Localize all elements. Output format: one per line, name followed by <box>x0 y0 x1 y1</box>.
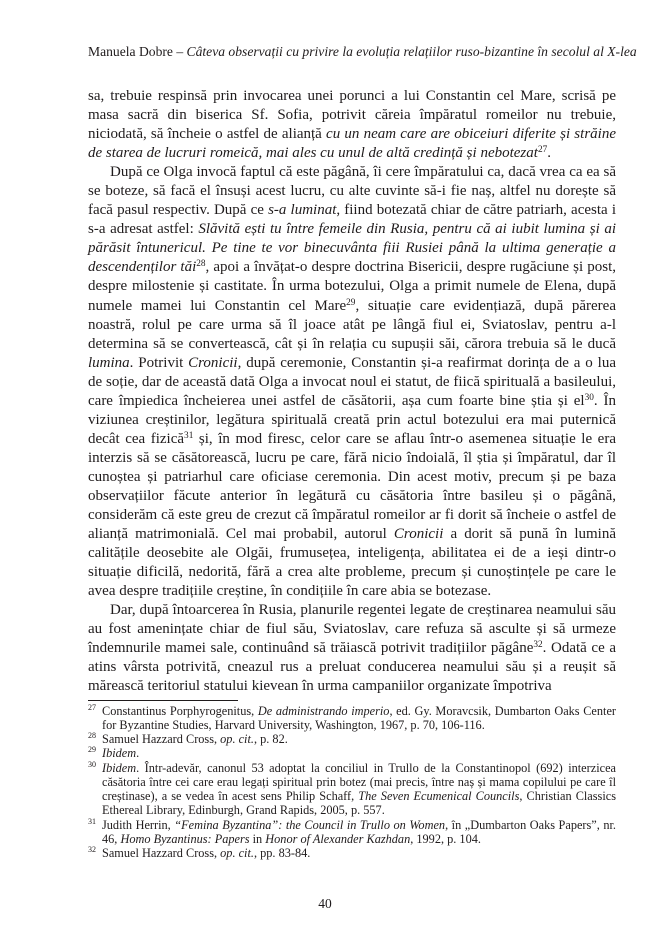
footnote-run: , p. 82. <box>253 732 288 746</box>
footnote <box>88 704 616 733</box>
footnote-number: 32 <box>88 845 96 854</box>
emphasis-text: s-a luminat <box>268 202 337 219</box>
footnote-run: in <box>249 831 266 846</box>
body-text: și, în mod firesc, celor care se aflau într-o asemenea situație le era interzis să se căsătorească, lucru pe care, fără nicio îndoială, îl știa și împăratul, dar îl cunoștea și patriarhul care oficiase ceremonia. Din acest motiv, precum și pe baza observațiilor făcute anterior în legătură cu căsătoria între basileu și o păgână, considerăm că este greu de crezut că împăratul romeilor ar fi dorit să încheie o astfel de alianță matrimonială. Cel mai probabil, autorul <box>88 430 616 543</box>
footnote <box>88 846 616 860</box>
body-text: . Potrivit <box>129 354 189 371</box>
footnote-number: 31 <box>88 816 96 826</box>
footnote-text <box>102 761 616 818</box>
footnote-number: 29 <box>88 745 96 755</box>
footnote-ref: 31 <box>184 430 194 441</box>
body-text: sa, trebuie respinsă prin invocarea unei porunci a lui Constantin cel Mare, scrisă pe masa sacră din biserica Sf. Sofia, potrivit căreia împăratul romeilor nu trebuie, niciodată, să încheie o astfel de alianță <box>88 88 616 143</box>
footnote-text <box>102 746 616 760</box>
footnote-emphasis: The Seven Ecumenical Councils <box>358 789 520 803</box>
footnote-run: Constantinus Porphyrogenitus, <box>102 703 258 718</box>
footnote-text <box>102 704 616 733</box>
body-text: După ce Olga invocă faptul că este păgână, îi cere împăratului ca, dacă vrea ca ea să se boteze, să facă el însuși acest lucru, cu alte cuvinte să-i fie naș, altfel nu dorește să facă pasul respectiv. După ce <box>88 164 616 219</box>
paragraph <box>88 87 616 163</box>
footnote-ref: 29 <box>346 297 356 308</box>
footnote-number: 27 <box>88 702 96 712</box>
running-header <box>88 43 637 61</box>
footnote-text <box>102 846 616 860</box>
footnote-text <box>102 732 616 746</box>
header-separator: – <box>172 44 187 59</box>
body-text: . Odată ce a atins vârsta potrivită, cneazul rus a preluat conducerea neamului său și a reușit să mărească teritoriul statului kievean în urma campaniilor organizate împotriva <box>88 640 616 695</box>
emphasis-text: lumina <box>88 354 130 371</box>
body-text: . În viziunea creștinilor, legătura spirituală creată prin actul botezului era mai puternică decât cea fizică <box>88 392 616 447</box>
footnote-emphasis: De administrando imperio <box>257 703 390 718</box>
article-body <box>88 87 616 860</box>
footnote-emphasis: Homo Byzantinus: Papers <box>120 831 250 846</box>
body-text: , fiind botezată chiar de către patriarh, acesta i s-a adresat astfel: <box>88 202 617 238</box>
body-text: a dorit să pună în lumină calitățile deosebite ale Olgăi, frumusețea, inteligența, abilitatea ei de a ieși dintr-o situație dificilă, nedorită, fără a crea alte probleme, precum și cunoștințele pe care le avea despre tradițiile creștine, în condițiile în care abia se botezase. <box>88 526 617 600</box>
footnote-separator <box>88 700 238 701</box>
header-author: Manuela Dobre <box>88 44 173 59</box>
emphasis-text: Cronicii <box>393 526 444 543</box>
footnote-run: , ed. Gy. Moravcsik, Dumbarton Oaks Center for Byzantine Studies, Harvard University, Washington, 1967, p. 70, 106-116. <box>102 703 617 732</box>
paragraph <box>88 601 616 696</box>
footnote-number: 30 <box>88 759 96 769</box>
footnote-emphasis: “Femina Byzantina”: the Council in Trullo on Women <box>174 817 446 832</box>
body-text: Dar, după întoarcerea în Rusia, planurile regentei legate de creștinarea neamului său au fost amenințate chiar de fiul său, Sviatoslav, care refuza să asculte și să urmeze îndemnurile mamei sale, continuând să trăiască potrivit tradițiilor păgâne <box>88 602 616 657</box>
header-article-title: Câteva observații cu privire la evoluția relațiilor ruso-bizantine în secolul al X-lea <box>186 44 637 59</box>
footnote-run: . <box>136 746 140 761</box>
page-number: 40 <box>318 896 332 911</box>
footnote-ref: 30 <box>584 392 594 403</box>
footnote <box>88 761 616 818</box>
footnote-emphasis: Ibidem <box>102 760 137 775</box>
footnote-run: Samuel Hazzard Cross, <box>102 846 221 860</box>
body-text: , apoi a învățat-o despre doctrina Bisericii, despre rugăciune și post, despre milostenie și castitate. În urma botezului, Olga a primit numele de Elena, după numele mamei lui Constantin cel Mare <box>88 259 616 314</box>
emphasis-text: Cronicii <box>188 354 238 371</box>
footnote-emphasis: op. cit. <box>220 846 254 860</box>
emphasis-text: Slăvită ești tu între femeile din Rusia, pentru că ai iubit lumina și ai părăsit întunericul. Pe tine te vor binecuvânta fiii Rusiei până la ultima generație a descendenților tăi <box>88 221 616 276</box>
footnote-run: Samuel Hazzard Cross, <box>102 732 221 746</box>
footnote-text <box>102 818 616 847</box>
footnote-run: , în „Dumbarton Oaks Papers”, nr. 46, <box>102 817 616 846</box>
footnote <box>88 818 616 847</box>
footnote-ref: 27 <box>537 145 548 156</box>
footnote-emphasis: Ibidem <box>102 746 137 761</box>
footnote-ref: 28 <box>196 259 206 270</box>
footnote-run: , Christian Classics Ethereal Library, Edinburgh, Grand Rapids, 2005, p. 557. <box>102 789 616 818</box>
body-text: , după ceremonie, Constantin și-a reafirmat dorința de a o lua de soție, dar de această dată Olga a invocat noul ei statut, de fiică spirituală a basileului, care împiedica încheierea unei astfel de căsătorii, așa cum foarte bine știa și el <box>88 354 616 409</box>
paragraph <box>88 163 616 601</box>
body-text: , situație care evidențiază, după părerea noastră, rolul pe care urma să îl joace atât pe lângă fiul ei, Sviatoslav, pentru a-l determina să se convertească, cât și în relația cu supușii săi, cărora trebuia să le ducă <box>88 297 616 352</box>
footnote-number: 28 <box>88 731 96 740</box>
footnote-run: , 1992, p. 104. <box>410 831 481 846</box>
footnote-ref: 32 <box>533 640 543 651</box>
footnote-run: . Într-adevăr, canonul 53 adoptat la conciliul in Trullo de la Constantinopol (692) interzicea căsătoria între cei care erau legați spiritual prin botez (mai precis, între naș și mama copilului pe care îl creștinase), a se vedea în acest sens Philip Schaff, <box>102 760 616 803</box>
footnote-run: Judith Herrin, <box>102 817 175 832</box>
footnote-emphasis: op. cit. <box>220 732 254 746</box>
footnote-run: , pp. 83-84. <box>253 846 311 860</box>
emphasis-text: cu un neam care are obiceiuri diferite și străine de starea de lucruri romeică, mai ales cu unul de altă credință și nebotezat <box>88 126 616 162</box>
footnote-emphasis: Honor of Alexander Kazhdan <box>265 831 411 846</box>
footnote <box>88 732 616 746</box>
footnote <box>88 746 616 760</box>
body-text: . <box>547 145 551 162</box>
footnotes <box>88 704 616 861</box>
